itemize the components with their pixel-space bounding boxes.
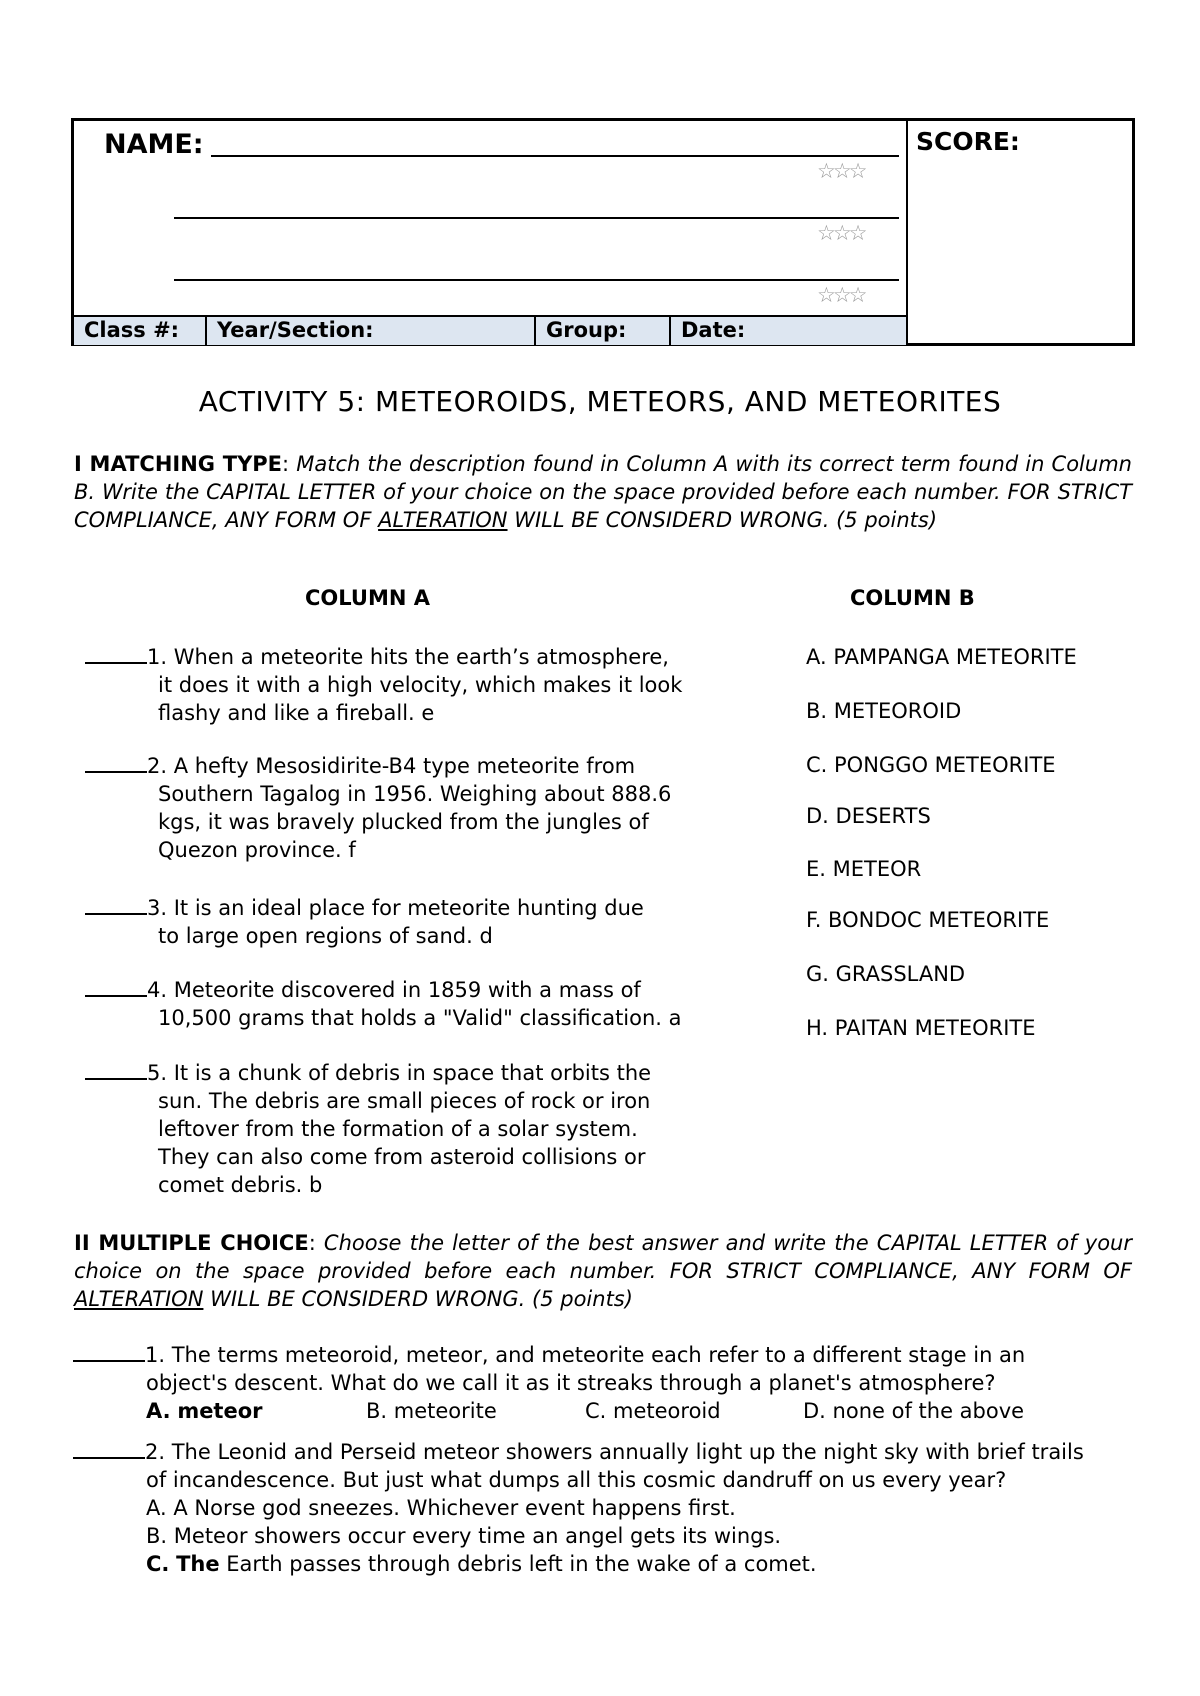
option-text: none of the above <box>832 1399 1025 1423</box>
answer-blank[interactable] <box>85 1060 147 1080</box>
section2-instructions <box>74 1229 1132 1313</box>
section1-label: I MATCHING TYPE <box>74 452 283 476</box>
mc-option-c <box>146 1550 817 1578</box>
option-letter: B. <box>366 1399 388 1423</box>
section2-colon: : <box>308 1231 316 1255</box>
star-rating-icon: ☆☆☆ <box>817 159 865 183</box>
item-text: kgs, it was bravely plucked from the jungles of <box>158 810 649 834</box>
matching-item-1 <box>85 643 765 727</box>
matching-item-4 <box>85 976 765 1032</box>
mc-option-c <box>585 1397 721 1425</box>
item-text: sun. The debris are small pieces of rock or iron <box>158 1089 651 1113</box>
item-text: 10,500 grams that holds a "Valid" classification. a <box>158 1006 682 1030</box>
question-text: 1. The terms meteoroid, meteor, and meteorite each refer to a different stage in an <box>145 1343 1026 1367</box>
option-letter: D. <box>803 1399 826 1423</box>
question-text: object's descent. What do we call it as it streaks through a planet's atmosphere? <box>146 1371 996 1395</box>
answer-blank[interactable] <box>85 977 147 997</box>
option-text: meteorite <box>393 1399 497 1423</box>
item-text: 3. It is an ideal place for meteorite hunting due <box>147 896 644 920</box>
answer-blank[interactable] <box>73 1342 145 1362</box>
option-text: meteoroid <box>613 1399 721 1423</box>
section2-instructions-text: Choose the letter of the best answer and write the CAPITAL LETTER of your choice on the space provided before each number. FOR STRICT COMPLIANCE, ANY FORM OF <box>74 1231 1132 1283</box>
option-text: A Norse god sneezes. Whichever event happens first. <box>173 1496 736 1520</box>
item-text: 1. When a meteorite hits the earth’s atmosphere, <box>147 645 669 669</box>
option-letter: A. <box>146 1399 171 1423</box>
column-b-choice: B. METEOROID <box>806 699 962 723</box>
score-box[interactable] <box>906 121 1137 343</box>
option-text: Earth passes through debris left in the wake of a comet. <box>219 1552 817 1576</box>
column-b-choice: D. DESERTS <box>806 804 931 828</box>
name-area <box>74 121 906 315</box>
class-number-field[interactable]: Class #: <box>74 317 207 345</box>
option-letter: C. <box>146 1552 170 1576</box>
question-text: 2. The Leonid and Perseid meteor showers annually light up the night sky with brief trails <box>145 1440 1084 1464</box>
item-text: 4. Meteorite discovered in 1859 with a mass of <box>147 978 641 1002</box>
section1-instructions <box>74 450 1132 534</box>
column-b-choice: H. PAITAN METEORITE <box>806 1016 1036 1040</box>
answer-blank[interactable] <box>85 644 147 664</box>
group-field[interactable]: Group: <box>536 317 671 345</box>
year-section-field[interactable]: Year/Section: <box>207 317 536 345</box>
item-text: Southern Tagalog in 1956. Weighing about 888.6 <box>158 782 672 806</box>
section2-alteration: ALTERATION <box>74 1287 204 1311</box>
mc-option-b <box>366 1397 497 1425</box>
section1-instructions-end: WILL BE CONSIDERD WRONG. (5 points) <box>507 508 938 532</box>
item-text: 2. A hefty Mesosidirite-B4 type meteorite from <box>147 754 636 778</box>
item-text: comet debris. b <box>158 1173 323 1197</box>
section1-colon: : <box>282 452 290 476</box>
item-text: They can also come from asteroid collisions or <box>158 1145 646 1169</box>
answer-blank[interactable] <box>85 753 147 773</box>
answer-blank[interactable] <box>85 895 147 915</box>
column-b-choice: E. METEOR <box>806 857 922 881</box>
question-text: of incandescence. But just what dumps all this cosmic dandruff on us every year? <box>146 1468 1007 1492</box>
option-text: Meteor showers occur every time an angel gets its wings. <box>173 1524 782 1548</box>
page-title: ACTIVITY 5: METEOROIDS, METEORS, AND METEORITES <box>198 385 1002 418</box>
star-rating-icon: ☆☆☆ <box>817 283 865 307</box>
option-letter: A. <box>146 1496 167 1520</box>
answer-blank[interactable] <box>73 1439 145 1459</box>
column-b-choice: A. PAMPANGA METEORITE <box>806 645 1077 669</box>
column-b-choice: G. GRASSLAND <box>806 962 966 986</box>
option-text: meteor <box>177 1399 263 1423</box>
name-line-2[interactable] <box>174 217 899 219</box>
column-b-header: COLUMN B <box>850 586 975 610</box>
item-text: to large open regions of sand. d <box>158 924 493 948</box>
column-b-choice: F. BONDOC METEORITE <box>806 908 1050 932</box>
score-label: SCORE: <box>916 127 1020 156</box>
header-table <box>71 118 1135 346</box>
item-text: 5. It is a chunk of debris in space that orbits the <box>147 1061 652 1085</box>
name-line-1[interactable] <box>211 155 899 157</box>
info-row <box>74 315 906 345</box>
name-label: NAME: <box>104 129 204 160</box>
item-text: Quezon province. f <box>158 838 356 862</box>
matching-item-3 <box>85 894 765 950</box>
mc-option-d <box>803 1397 1024 1425</box>
option-letter: C. <box>585 1399 607 1423</box>
section2-label: II MULTIPLE CHOICE <box>74 1231 309 1255</box>
mc-option-a <box>146 1397 263 1425</box>
option-letter: B. <box>146 1524 168 1548</box>
option-strong: The <box>176 1552 220 1576</box>
section1-instructions-text: Match the description found in Column A with its correct term found in Column B. Write the CAPITAL LETTER of your choice on the space provided before each number. FOR STRICT COMPLIANCE, ANY FORM OF <box>74 452 1132 532</box>
section2-instructions-end: WILL BE CONSIDERD WRONG. (5 points) <box>203 1287 633 1311</box>
date-field[interactable]: Date: <box>681 318 746 342</box>
item-text: it does it with a high velocity, which makes it look <box>158 673 683 697</box>
column-a-header: COLUMN A <box>305 586 430 610</box>
star-rating-icon: ☆☆☆ <box>817 221 865 245</box>
mc-option-a <box>146 1494 736 1522</box>
mc-option-b <box>146 1522 781 1550</box>
matching-item-2 <box>85 752 765 864</box>
section1-alteration: ALTERATION <box>378 508 508 532</box>
mc-question-1 <box>73 1341 1138 1397</box>
item-text: leftover from the formation of a solar system. <box>158 1117 638 1141</box>
name-line-3[interactable] <box>174 279 899 281</box>
matching-item-5 <box>85 1059 765 1199</box>
item-text: flashy and like a fireball. e <box>158 701 435 725</box>
mc-question-2 <box>73 1438 1138 1494</box>
column-b-choice: C. PONGGO METEORITE <box>806 753 1056 777</box>
